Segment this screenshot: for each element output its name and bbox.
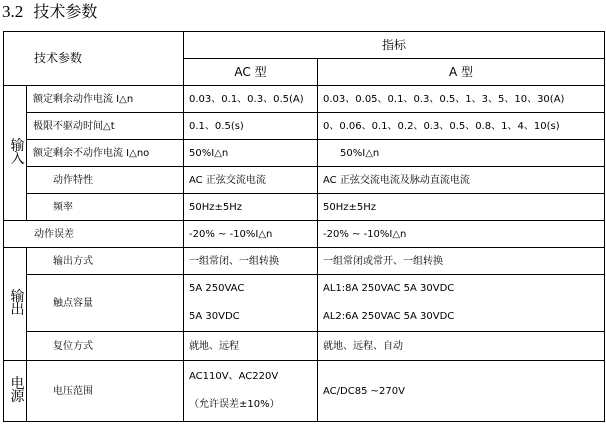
a-cell <box>318 275 605 332</box>
ac-cell: 0.1、0.5(s) <box>184 113 318 140</box>
ac-cell: 就地、远程 <box>184 332 318 361</box>
param-cell: 极限不驱动时间△t <box>27 113 184 140</box>
ac-line: 5A 250VAC <box>189 283 245 294</box>
ac-cell: 50%I△n <box>184 140 318 167</box>
table-row <box>4 86 605 113</box>
table-row <box>4 275 605 332</box>
a-line: AL2:6A 250VAC 5A 30VDC <box>323 311 455 322</box>
ac-cell <box>184 361 318 422</box>
table-row <box>4 332 605 361</box>
tech-params-table <box>3 31 605 422</box>
a-cell: -20% ~ -10%I△n <box>318 221 605 248</box>
table-row <box>4 361 605 422</box>
section-title <box>2 0 97 24</box>
a-cell: AC 正弦交流电流及脉动直流电流 <box>318 167 605 194</box>
a-line: AL1:8A 250VAC 5A 30VDC <box>323 283 455 294</box>
a-cell: 50Hz±5Hz <box>318 194 605 221</box>
header-row-1 <box>4 32 605 59</box>
ac-cell <box>184 275 318 332</box>
ac-cell: AC 正弦交流电流 <box>184 167 318 194</box>
section-number: 3.2 <box>2 2 24 21</box>
group-output: 输 出 <box>4 248 27 361</box>
a-cell: 就地、远程、自动 <box>318 332 605 361</box>
table-row <box>4 248 605 275</box>
param-cell: 复位方式 <box>27 332 184 361</box>
param-cell: 输出方式 <box>27 248 184 275</box>
table-row <box>4 194 605 221</box>
param-cell: 动作特性 <box>27 167 184 194</box>
header-param: 技术参数 <box>4 32 184 86</box>
a-cell: 0、0.06、0.1、0.2、0.3、0.5、0.8、1、4、10(s) <box>318 113 605 140</box>
ac-line: 5A 30VDC <box>189 311 240 322</box>
table-row <box>4 113 605 140</box>
section-heading: 技术参数 <box>33 2 98 21</box>
group-input: 输 入 <box>4 86 27 221</box>
param-cell: 频率 <box>27 194 184 221</box>
table-row <box>4 140 605 167</box>
param-cell: 触点容量 <box>27 275 184 332</box>
param-cell: 额定剩余动作电流 I△n <box>27 86 184 113</box>
table-row <box>4 167 605 194</box>
table-row <box>4 221 605 248</box>
param-cell: 额定剩余不动作电流 I△no <box>27 140 184 167</box>
header-ac-type: AC 型 <box>184 59 318 86</box>
header-spec: 指标 <box>184 32 605 59</box>
header-a-type: A 型 <box>318 59 605 86</box>
a-cell: 一组常闭或常开、一组转换 <box>318 248 605 275</box>
ac-line: AC110V、AC220V <box>189 371 279 382</box>
ac-cell: 0.03、0.1、0.3、0.5(A) <box>184 86 318 113</box>
ac-cell: -20% ~ -10%I△n <box>184 221 318 248</box>
a-cell: AC/DC85 ~270V <box>318 361 605 422</box>
a-cell: 50%I△n <box>318 140 605 167</box>
param-cell: 动作误差 <box>4 221 184 248</box>
group-power: 电 源 <box>4 361 27 422</box>
a-cell: 0.03、0.05、0.1、0.3、0.5、1、3、5、10、30(A) <box>318 86 605 113</box>
param-cell: 电压范围 <box>27 361 184 422</box>
ac-cell: 50Hz±5Hz <box>184 194 318 221</box>
ac-cell: 一组常闭、一组转换 <box>184 248 318 275</box>
ac-line: （允许误差±10%） <box>189 399 280 410</box>
